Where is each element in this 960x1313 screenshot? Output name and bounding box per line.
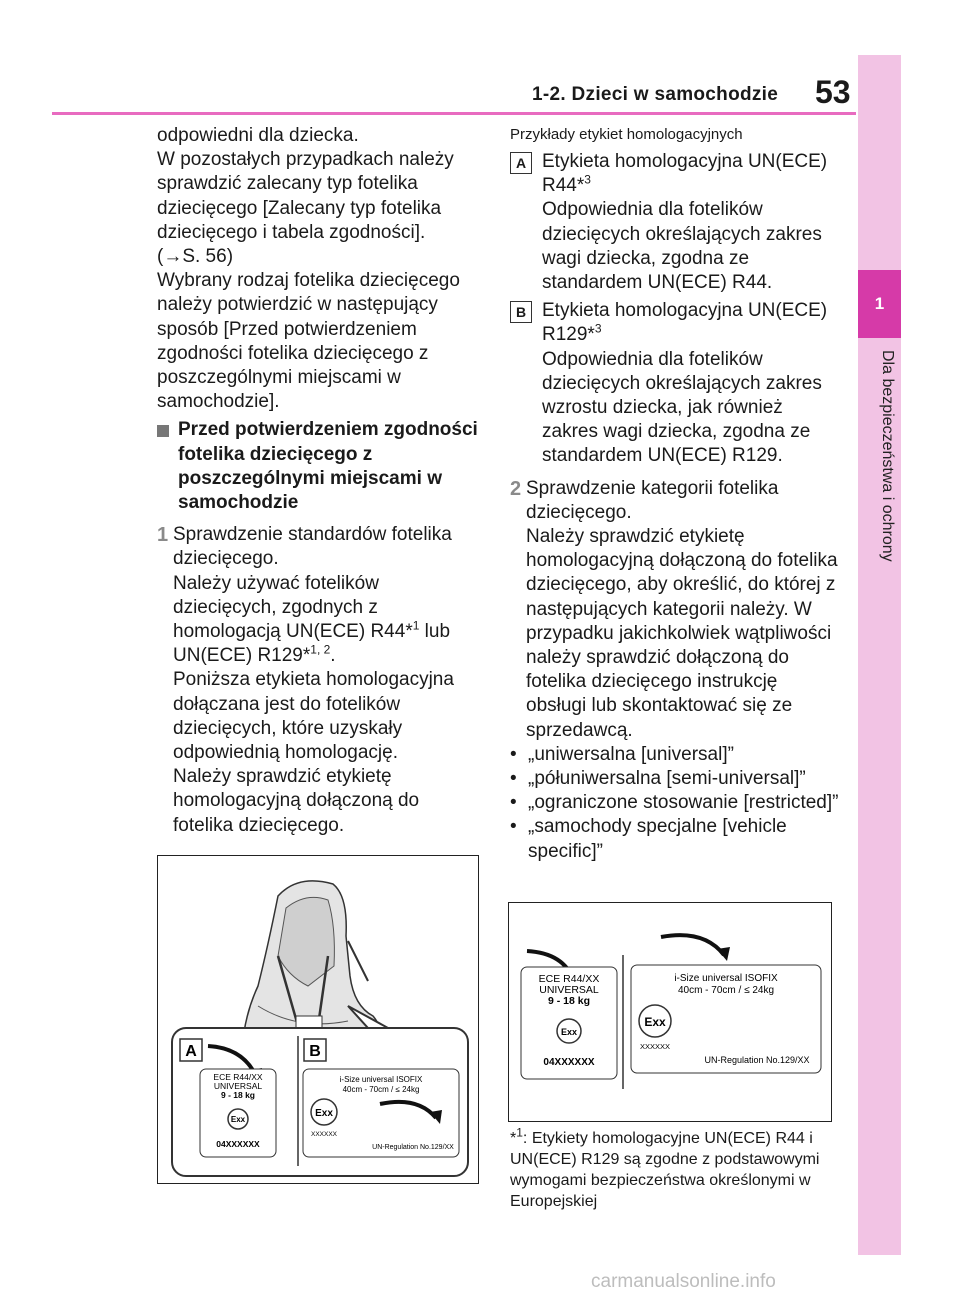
- item-desc: Odpowiednia dla fotelików dziecięcych określających zakres wzrostu dziecka, jak również zakres wagi dziecka, zgodna ze standardem UN(ECE) R129.: [542, 348, 822, 467]
- step-body: Poniższa etykieta homologacyjna dołączana jest do fotelików dziecięcych, które uzyskały odpowiednią homologację.: [173, 669, 454, 764]
- r129-mark: Exx: [315, 1108, 333, 1119]
- item-a: [510, 150, 840, 295]
- r44-line1: ECE R44/XX: [213, 1072, 263, 1082]
- step-1: [157, 523, 482, 838]
- item-b: [510, 299, 840, 468]
- bullet-icon: •: [510, 792, 517, 814]
- bullet-icon: •: [510, 743, 517, 765]
- r44-line2: UNIVERSAL: [539, 984, 599, 996]
- step-2: [510, 477, 840, 743]
- right-column: [510, 124, 840, 864]
- footnote-ref: 1: [412, 618, 420, 633]
- section-title: 1-2. Dzieci w samochodzie: [532, 84, 779, 105]
- item-title-text: Etykieta homologacyjna UN(ECE) R129*: [542, 300, 828, 346]
- item-title-text: Etykieta homologacyjna UN(ECE) R44*: [542, 151, 828, 197]
- bullet-item: [510, 815, 840, 863]
- chapter-label: Dla bezpieczeństwa i ochrony: [879, 350, 896, 562]
- child-seat-illustration: [158, 856, 478, 1183]
- bullet-icon: •: [510, 768, 517, 790]
- figure-tag-a: A: [185, 1043, 197, 1060]
- r44-mark: Exx: [560, 1027, 578, 1037]
- r44-line3: 9 - 18 kg: [220, 1090, 256, 1100]
- r129-mark: Exx: [644, 1015, 666, 1029]
- footnote-mark: *: [510, 1130, 517, 1147]
- step-body-text: .: [330, 645, 336, 667]
- r129-reg: UN-Regulation No.129/XX: [372, 1144, 454, 1151]
- step-body-text: Należy używać fotelików dziecięcych, zgodnych z homologacją UN(ECE) R44*: [173, 572, 413, 643]
- examples-title: Przykłady etykiet homologacyjnych: [510, 126, 743, 143]
- r44-mark: Exx: [230, 1115, 246, 1124]
- step-title: Sprawdzenie kategorii fotelika dziecięcego.: [526, 477, 779, 523]
- chapter-number-tab: 1: [858, 270, 901, 338]
- item-title: [542, 150, 840, 198]
- heading-text: Przed potwierdzeniem zgodności fotelika dziecięcego z poszczególnymi miejscami w samochodzie: [178, 419, 478, 514]
- r129-line2: 40cm - 70cm / ≤ 24kg: [342, 1085, 420, 1094]
- page-reference: (→S. 56): [157, 246, 234, 268]
- footnote-ref: 3: [594, 322, 602, 337]
- r44-code: 04XXXXXX: [216, 1139, 260, 1149]
- r129-code: XXXXXX: [639, 1042, 671, 1051]
- r129-line1: i-Size universal ISOFIX: [674, 973, 778, 984]
- item-desc: Odpowiednia dla fotelików dziecięcych określających zakres wagi dziecka, zgodna ze standardem UN(ECE) R44.: [542, 199, 822, 294]
- bullet-item: [510, 791, 840, 815]
- label-examples-illustration: [509, 903, 831, 1121]
- step-body: [173, 572, 482, 669]
- page-number: 53: [815, 74, 851, 110]
- bullet-text: „uniwersalna [universal]”: [528, 743, 734, 765]
- figure-tag-b: B: [309, 1043, 321, 1060]
- r44-code: 04XXXXXX: [543, 1057, 595, 1068]
- bullet-text: „półuniwersalna [semi-universal]”: [528, 768, 806, 790]
- intro-line: odpowiedni dla dziecka.: [157, 125, 359, 146]
- label-examples-figure: [508, 902, 832, 1122]
- step-body: Należy sprawdzić etykietę homologacyjną dołączoną do fotelika dziecięcego, aby określić, do której z następujących kategorii należy. W przypadku jakichkolwiek wątpliwości należy sprawdzić dołączoną do fotelika dziecięcego instrukcję obsługi lub skontaktować się ze sprzedawcą.: [526, 526, 838, 741]
- footnote-number: 1: [516, 1125, 523, 1140]
- footnote: [510, 1125, 840, 1212]
- intro-paragraph: W pozostałych przypadkach należy sprawdzić zalecany typ fotelika dziecięcego [Zalecany typ fotelika dziecięcego i tabela zgodności].: [157, 149, 454, 243]
- r129-reg: UN-Regulation No.129/XX: [704, 1055, 810, 1065]
- step-body: Należy sprawdzić etykietę homologacyjną dołączoną do fotelika dziecięcego.: [173, 766, 420, 836]
- bullet-text: „samochody specjalne [vehicle specific]”: [528, 816, 787, 862]
- r44-line1: ECE R44/XX: [538, 973, 600, 985]
- footnote-ref: 1, 2: [310, 642, 331, 657]
- side-tab-bar: [858, 55, 901, 1255]
- tag-b: B: [510, 301, 532, 323]
- r44-line3: 9 - 18 kg: [547, 995, 591, 1007]
- header-divider: [52, 112, 856, 115]
- r129-line2: 40cm - 70cm / ≤ 24kg: [677, 985, 775, 996]
- step-title: Sprawdzenie standardów fotelika dziecięcego.: [173, 524, 452, 570]
- square-bullet-icon: [157, 425, 169, 437]
- step-number: 1: [157, 524, 169, 547]
- bullet-text: „ograniczone stosowanie [restricted]”: [528, 792, 839, 814]
- tag-a: A: [510, 152, 532, 174]
- bullet-icon: •: [510, 816, 517, 838]
- r129-line1: i-Size universal ISOFIX: [339, 1075, 423, 1084]
- bullet-item: [510, 743, 840, 767]
- item-title: [542, 299, 840, 347]
- footnote-text: : Etykiety homologacyjne UN(ECE) R44 i UN(ECE) R129 są zgodne z podstawowymi wymogami bezpieczeństwa określonymi w Europejskiej: [510, 1130, 820, 1210]
- r44-line2: UNIVERSAL: [213, 1081, 263, 1091]
- left-column: [157, 124, 482, 838]
- step-number: 2: [510, 477, 522, 500]
- footnote-ref: 3: [584, 172, 591, 187]
- intro-paragraph: Wybrany rodzaj fotelika dziecięcego należy potwierdzić w następujący sposób [Przed potwierdzeniem zgodności fotelika dziecięcego z poszczególnymi miejscami w samochodzie].: [157, 270, 460, 413]
- bullet-item: [510, 767, 840, 791]
- watermark-logo: carmanualsonline.info: [591, 1271, 776, 1292]
- step-body-text: lub UN(ECE) R129*: [173, 621, 451, 667]
- r129-code: XXXXXX: [310, 1131, 338, 1138]
- child-seat-figure: [157, 855, 479, 1184]
- section-heading: [157, 418, 482, 515]
